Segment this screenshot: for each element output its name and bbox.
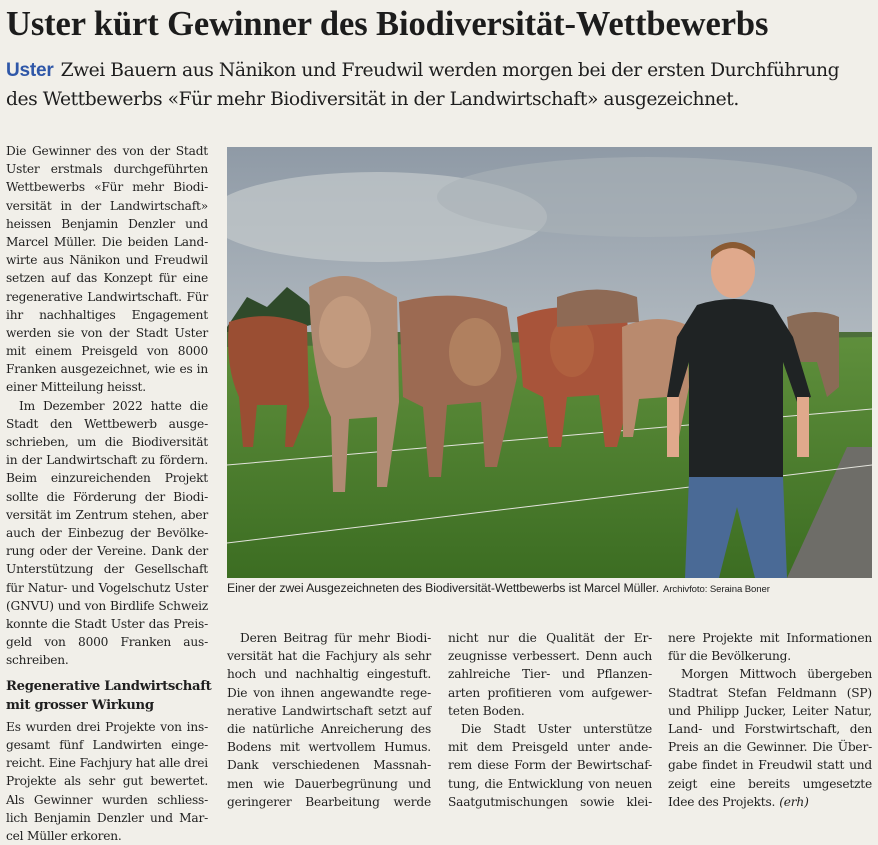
lead-line-2: des Wettbewerbs «Für mehr Biodiversität in der Landwirtschaft» ausgezeichnet. [6,89,739,110]
column-2 [227,629,431,811]
column-1-line: cel Müller erkoren. [6,828,122,843]
column-2-line: nerative Landwirtschaft setzt auf [227,703,431,718]
lead-line-1-text: Zwei Bauern aus Nänikon und Freudwil werden morgen bei der ersten Durchführung [60,60,840,81]
column-2-line: hoch und nachhaltig eingestuft. [227,667,431,682]
column-1-line: setzen auf das Konzept für eine [6,271,208,286]
column-4-line: Preis an die Gewinner. Die Über- [668,740,872,755]
caption-text: Einer der zwei Ausgezeichneten des Biodiversität-Wettbewerbs ist Marcel Müller. [227,581,660,595]
column-1 [6,142,212,845]
column-4-line: Stadtrat Stefan Feldmann (SP) [668,685,872,700]
column-1-line: Franken ausgezeichnet, wie es in [6,362,208,377]
column-2-line: versität hat die Fachjury als sehr [227,649,431,664]
column-1-line: reicht. Eine Fachjury hat alle drei [6,756,208,771]
column-1-line: Im Dezember 2022 hatte die [19,398,208,413]
column-1-line: Wettbewerbs «Für mehr Biodi- [6,180,208,195]
column-3-line: Die Stadt Uster unterstütze [461,721,652,736]
column-1-line: Unterstützung der Gesellschaft [6,562,208,577]
photo-credit: Archivfoto: Seraina Boner [663,584,770,595]
column-1-line: geld von 8000 Franken aus- [6,635,208,650]
column-4-line: für die Bevölkerung. [668,649,791,664]
column-3-line: rem diese Form der Bewirtschaf- [448,758,652,773]
column-1-line: lich Benjamin Denzler und Mar- [6,810,208,825]
column-1-line: Als Gewinner wurden schliess- [6,792,208,807]
lead-paragraph [6,56,874,114]
column-1-line: schreiben. [6,653,69,668]
column-1-line: versität in der Landwirtschaft» [6,198,208,213]
column-1-line: regenerative Landwirtschaft. Für [6,289,208,304]
column-4-line: nere Projekte mit Informationen [668,631,872,645]
column-1-line: mit einem Preisgeld von 8000 [6,344,208,359]
column-2-line: men wie Dauerbegrünung und [227,776,431,791]
column-1-line: schrieben, um die Biodiversität [6,435,208,449]
subheading-line: Regenerative Landwirtschaft [6,679,212,695]
lead-line-1 [6,56,874,85]
column-1-line: Marcel Müller. Die beiden Land- [6,234,208,249]
spacer [6,669,208,678]
cows-and-farmer-photo [227,147,872,578]
column-1-line: ihr nachhaltiges Engagement [6,307,208,322]
column-1-line: rung oder der Vereine. Dank der [6,544,208,559]
column-1-line: wirte aus Nänikon und Freudwil [6,253,208,268]
column-1-line: gesamt fünf Landwirten einge- [6,738,208,752]
column-3-line: tung, die Entwicklung von neuen [448,776,652,791]
column-1-line: Es wurden drei Projekte von ins- [6,719,208,734]
column-1-line: sollte die Förderung der Biodi- [6,489,208,504]
column-3-line: zahlreiche Tier- und Pflanzen- [448,667,652,682]
column-1-line: Stadt den Wettbewerb ausge- [6,416,208,431]
column-4-line: Morgen Mittwoch übergeben [681,667,872,682]
column-2-line: Bodens mit wertvollem Humus. [227,740,431,755]
column-1-line: auch der Einbezug der Bevölke- [6,525,208,540]
column-4-line: Land- und Forstwirtschaft, den [668,721,872,736]
column-2-line: geringerer Bearbeitung werde [227,794,431,809]
column-2-line: Deren Beitrag für mehr Biodi- [240,631,431,645]
column-1-line: Uster erstmals durchgeführten [6,162,208,177]
column-3-line: teten Boden. [448,703,525,718]
column-4-line: Idee des Projekts. [668,794,776,809]
subheading-line: mit grosser Wirkung [6,697,154,713]
column-3 [448,629,652,811]
photo-caption [227,581,872,595]
column-4-line: und Philipp Jucker, Leiter Natur, [668,703,872,718]
column-3-line: zeugnisse verbessert. Denn auch [448,649,652,664]
column-1-line: in der Landwirtschaft zu fördern. [6,453,208,468]
column-1-line: versität im Zentrum stehen, aber [6,507,208,522]
headline: Uster kürt Gewinner des Biodiversität-Wettbewerbs [6,5,769,43]
column-1-line: für Natur- und Vogelschutz Uster [6,580,208,595]
column-4-line: zeigt eine bereits umgesetzte [668,776,872,791]
column-3-line: arten profitieren vom aufgewer- [448,685,652,700]
column-1-line: einer Mitteilung heisst. [6,380,146,395]
column-1-line: Beim einzureichenden Projekt [6,471,208,486]
column-1-line: konnte die Stadt Uster das Preis- [6,616,208,631]
column-1-line: Projekte als sehr gut bewertet. [6,774,208,789]
column-4-line: gabe findet in Freudwil statt und [668,758,872,773]
column-2-line: Die von ihnen angewandte rege- [227,685,431,700]
column-1-line: Die Gewinner des von der Stadt [6,144,208,158]
column-1-line: werden sie von der Stadt Uster [6,325,208,340]
location-tag: Uster [6,60,54,81]
column-3-line: nicht nur die Qualität der Er- [448,631,652,645]
column-4 [668,629,872,811]
column-1-line: heissen Benjamin Denzler und [6,216,208,231]
article-photo [227,147,872,578]
author-signature: (erh) [779,794,809,809]
column-2-line: die natürliche Anreicherung des [227,721,431,736]
column-2-line: Dank verschiedenen Massnah- [227,758,431,773]
column-3-line: Saatgutmischungen sowie klei- [448,794,652,809]
column-3-line: mit dem Preisgeld unter ande- [448,740,652,755]
column-1-line: (GNVU) und von Birdlife Schweiz [6,598,208,613]
